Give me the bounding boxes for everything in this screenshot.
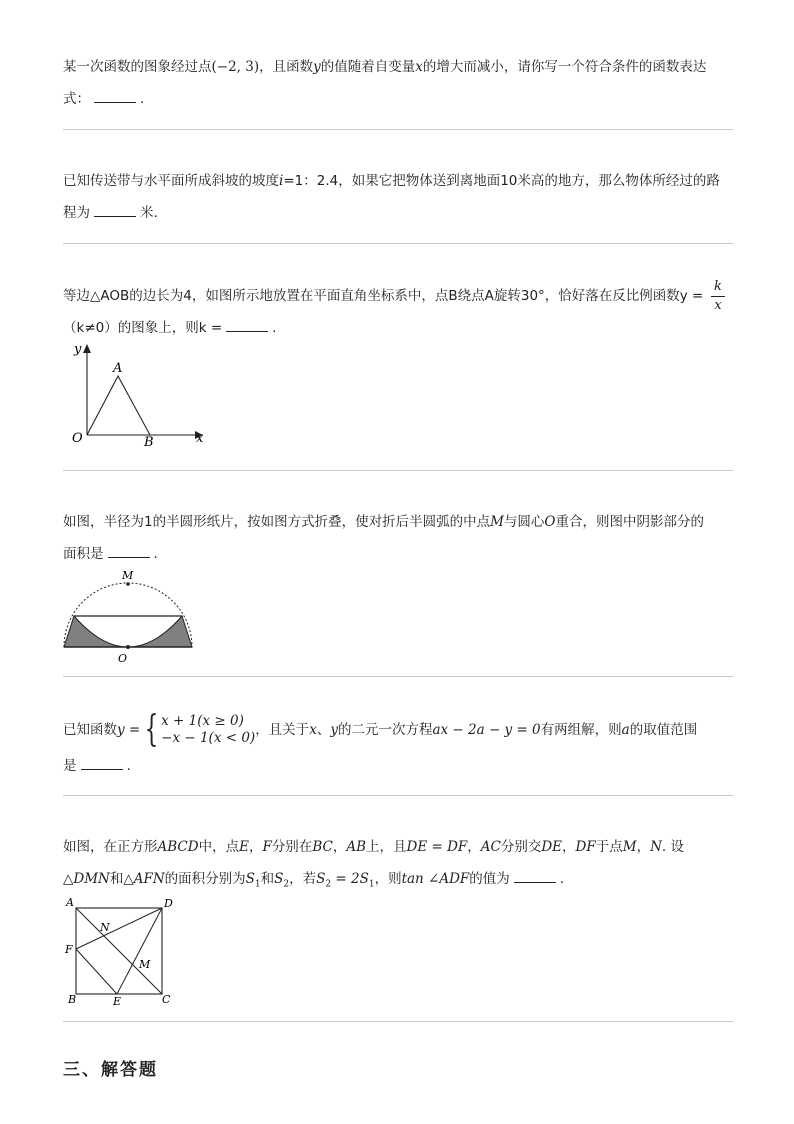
point-O-label: O — [118, 652, 128, 665]
point-D-label: D — [164, 897, 173, 910]
y-axis-label: y — [74, 342, 82, 357]
q2-line1: 已知传送带与水平面所成斜坡的坡度i=1：2.4，如果它把物体送到离地面10米高的地方，那么物体所经过的路 — [63, 173, 720, 189]
q4-figure-semicircle — [58, 568, 200, 666]
question-6 — [63, 831, 733, 901]
answer-blank[interactable] — [226, 317, 268, 332]
point-M-label: M — [122, 569, 134, 582]
q6-line1: 如图，在正方形ABCD中，点E，F分别在BC，AB上，且DE = DF，AC分别交DE，DF于点M，N. 设 — [63, 839, 684, 855]
divider — [63, 243, 733, 244]
answer-blank[interactable] — [81, 755, 123, 770]
q6-figure-square — [60, 893, 180, 1008]
q4-line1: 如图，半径为1的半圆形纸片，按如图方式折叠，使对折后半圆弧的中点M与圆心O重合，则图中阴影部分的 — [63, 514, 704, 530]
q3-fraction: k x — [711, 279, 725, 314]
piecewise: { x + 1(x ≥ 0) −x − 1(x < 0) — [144, 709, 256, 750]
question-4 — [63, 506, 733, 570]
answer-blank[interactable] — [94, 202, 136, 217]
answer-blank[interactable] — [514, 868, 556, 883]
q3-line1: 等边△AOB的边长为4，如图所示地放置在平面直角坐标系中，点B绕点A旋转30°，恰好落在反比例函数y = — [63, 288, 704, 304]
answer-blank[interactable] — [94, 88, 136, 103]
q1-point: (−2, 3) — [211, 59, 260, 75]
divider — [63, 129, 733, 130]
q1-line1: 某一次函数的图象经过点(−2, 3)，且函数y的值随着自变量x的增大而减小，请你写一个符合条件的函数表达 — [63, 59, 707, 75]
x-axis-label: x — [196, 431, 204, 446]
divider — [63, 1021, 733, 1022]
q6-line2: △DMN和△AFN的面积分别为$S_1$和$S_2$，若$S_2 = 2S_1$，则tan ∠ADF的值为 . — [63, 863, 733, 901]
q2-line2: 程为 米. — [63, 197, 733, 229]
question-3 — [63, 280, 733, 344]
point-B-label: B — [68, 993, 77, 1006]
point-B-label: B — [144, 435, 154, 450]
q5-line2: 是 . — [63, 750, 733, 782]
point-A-label: A — [66, 896, 74, 909]
point-F-label: F — [65, 943, 73, 956]
q4-line2: 面积是 . — [63, 538, 733, 570]
q5-line1: 已知函数y = { x + 1(x ≥ 0) −x − 1(x < 0) ，且关于x、y的二元一次方程ax − 2a − y = 0有两组解，则a的取值范围 — [63, 709, 698, 750]
q3-line2: （k≠0）的图象上，则k = . — [63, 312, 733, 344]
point-C-label: C — [162, 993, 171, 1006]
divider — [63, 470, 733, 471]
question-1 — [63, 51, 733, 115]
point-A-label: A — [113, 361, 123, 376]
divider — [63, 676, 733, 677]
point-O-label: O — [72, 431, 83, 446]
point-M-label: M — [139, 958, 151, 971]
q1-line2: 式： . — [63, 83, 733, 115]
answer-blank[interactable] — [108, 543, 150, 558]
point-E-label: E — [113, 995, 122, 1008]
section-title: 三、解答题 — [63, 1060, 158, 1080]
question-5 — [63, 710, 733, 782]
point-N-label: N — [100, 921, 110, 934]
question-2 — [63, 165, 733, 229]
divider — [63, 795, 733, 796]
q3-figure-triangle — [63, 340, 213, 450]
